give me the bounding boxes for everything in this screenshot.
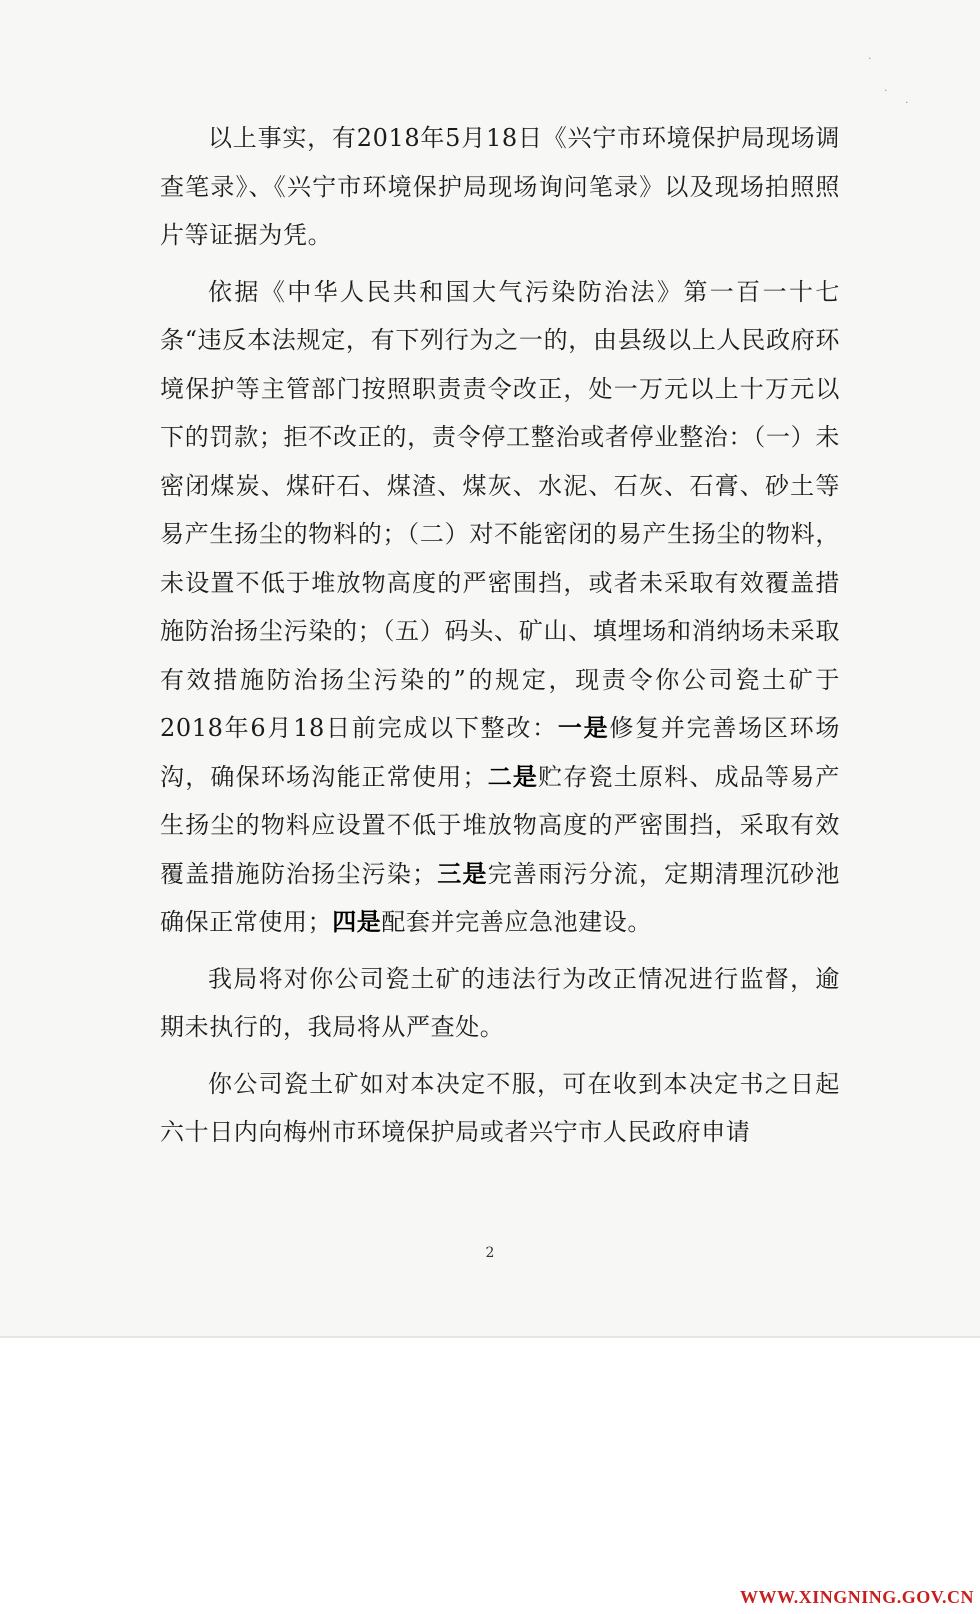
paragraph-text: 你公司瓷土矿如对本决定不服，可在收到本决定书之日起六十日内向梅州市环境保护局或者兴宁市人民政府申请	[160, 1069, 840, 1146]
paragraph-text: 依据《中华人民共和国大气污染防治法》第一百一十七条“违反本法规定，有下列行为之一的，由县级以上人民政府环境保护等主管部门按照职责责令改正，处一万元以上十万元以下的罚款；拒不改正的，责令停工整治或者停业整治：（一）未密闭煤炭、煤矸石、煤渣、煤灰、水泥、石灰、石膏、砂土等易产生扬尘的物料的；（二）对不能密闭的易产生扬尘的物料，未设置不低于堆放物高度的严密围挡，或者未采取有效覆盖措施防治扬尘污染的；（五）码头、矿山、填埋场和消纳场未采取有效措施防治扬尘污染的”的规定，现责令你公司瓷土矿于2018年6月18日前完成以下整改：	[160, 277, 840, 742]
paragraph	[160, 1060, 840, 1157]
paragraph	[160, 268, 840, 947]
paragraph-text: 我局将对你公司瓷土矿的违法行为改正情况进行监督，逾期未执行的，我局将从严查处。	[160, 964, 840, 1041]
bold-item-label: 三是	[436, 858, 488, 888]
scan-speck: ·	[884, 84, 888, 97]
scan-speck: ·	[905, 96, 909, 109]
bold-item-label: 四是	[332, 907, 382, 936]
bold-item-label: 二是	[487, 761, 539, 791]
paragraph	[160, 114, 840, 260]
scan-edge	[0, 1336, 980, 1338]
document-body	[160, 114, 840, 1165]
paragraph-text: 完善雨污分流，定期清理沉砂池确保正常使用；	[160, 859, 840, 936]
paragraph-text: 配套并完善应急池建设。	[381, 908, 653, 936]
site-watermark: WWW.XINGNING.GOV.CN	[739, 1587, 974, 1607]
paragraph-text: 修复并完善场区环场沟，确保环场沟能正常使用；	[160, 714, 841, 791]
paragraph-text: 贮存瓷土原料、成品等易产生扬尘的物料应设置不低于堆放物高度的严密围挡，采取有效覆盖措施防治扬尘污染；	[160, 762, 841, 888]
paragraph	[160, 955, 840, 1052]
paragraph-text: 以上事实，有2018年5月18日《兴宁市环境保护局现场调查笔录》、《兴宁市环境保护局现场询问笔录》以及现场拍照照片等证据为凭。	[160, 124, 840, 249]
scan-speck: ·	[868, 52, 872, 65]
bold-item-label: 一是	[557, 713, 610, 742]
page-number: 2	[485, 1245, 495, 1261]
